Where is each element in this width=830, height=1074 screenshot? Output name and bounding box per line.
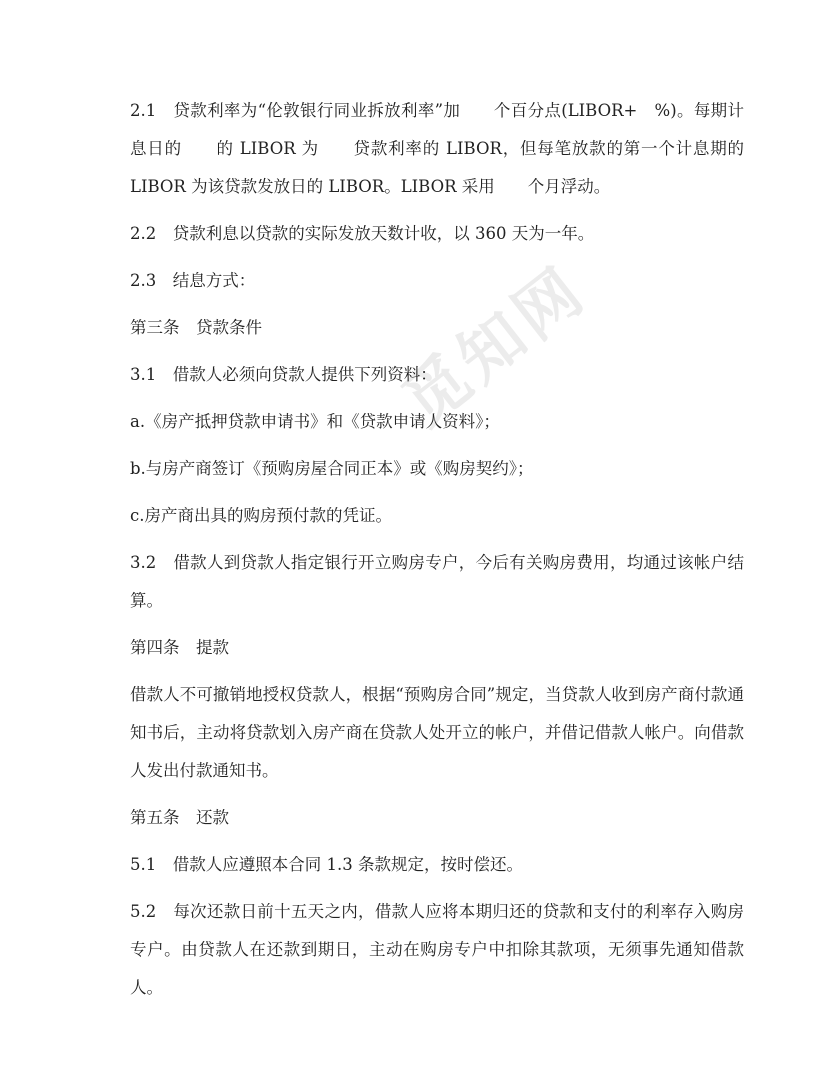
article-4-body: 借款人不可撤销地授权贷款人，根据“预购房合同”规定，当贷款人收到房产商付款通知书后，主动将贷款划入房产商在贷款人处开立的帐户，并借记借款人帐户。向借款人发出付款通知书。 [130, 685, 744, 780]
clause-2-2: 2.2 贷款利息以贷款的实际发放天数计收，以 360 天为一年。 [130, 224, 595, 243]
watermark-logo: 觅知网 [389, 252, 601, 441]
clause-3-1-item-a: a.《房产抵押贷款申请书》和《贷款申请人资料》； [130, 412, 500, 431]
article-4-heading: 第四条 提款 [130, 638, 229, 657]
clause-3-1-item-c: c.房产商出具的购房预付款的凭证。 [130, 506, 392, 525]
clause-5-2: 5.2 每次还款日前十五天之内，借款人应将本期归还的贷款和支付的利率存入购房专户。由贷款人在还款到期日，主动在购房专户中扣除其款项，无须事先通知借款人。 [130, 902, 744, 997]
clause-2-3: 2.3 结息方式： [130, 271, 256, 290]
article-3-heading: 第三条 贷款条件 [130, 318, 262, 337]
document-body [130, 92, 744, 1007]
clause-2-1: 2.1 贷款利率为“伦敦银行同业拆放利率”加 个百分点(LIBOR+ %)。每期计息日的 的 LIBOR 为 贷款利率的 LIBOR，但每笔放款的第一个计息期的 LIBOR 为该贷款发放日的 LIBOR。LIBOR 采用 个月浮动。 [130, 101, 744, 196]
clause-3-2: 3.2 借款人到贷款人指定银行开立购房专户，今后有关购房费用，均通过该帐户结算。 [130, 553, 744, 610]
clause-3-1: 3.1 借款人必须向贷款人提供下列资料： [130, 365, 437, 384]
clause-5-1: 5.1 借款人应遵照本合同 1.3 条款规定，按时偿还。 [130, 855, 523, 874]
article-5-heading: 第五条 还款 [130, 808, 229, 827]
clause-3-1-item-b: b.与房产商签订《预购房屋合同正本》或《购房契约》； [130, 459, 534, 478]
